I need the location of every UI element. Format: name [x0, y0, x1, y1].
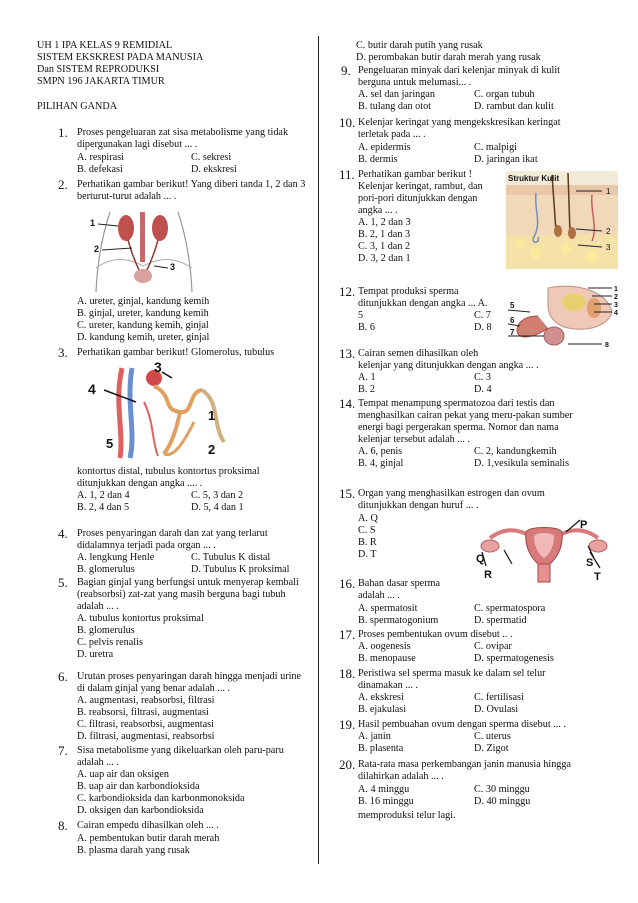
figure-label: 1: [614, 286, 618, 293]
option[interactable]: A. oogenesis: [358, 641, 411, 652]
option[interactable]: A. 6, penis: [358, 446, 403, 457]
trailing-text: memproduksi telur lagi.: [358, 810, 456, 821]
options: [77, 296, 209, 344]
option[interactable]: A. respirasi: [77, 152, 124, 163]
option[interactable]: C. fertilisasi: [474, 692, 524, 703]
option[interactable]: B. defekasi: [77, 164, 123, 175]
option[interactable]: C. pelvis renalis: [77, 637, 143, 648]
option[interactable]: C. 3, 1 dan 2: [358, 241, 411, 252]
question-text: Proses pengeluaran zat sisa metabolisme yang tidak dipergunakan lagi disebut ... .: [77, 127, 289, 150]
option[interactable]: C. sekresi: [191, 152, 232, 163]
option[interactable]: C. uterus: [474, 731, 511, 742]
question-text: Bagian ginjal yang berfungsi untuk menyerap kembali (reabsorbsi) zat-zat yang masih berguna bagi tubuh adalah ... .: [77, 577, 299, 612]
options: [358, 784, 594, 808]
question-number: 2.: [58, 177, 68, 192]
option[interactable]: C. karbondioksida dan karbonmonoksida: [77, 793, 245, 804]
question-text: Perhatikan gambar berikut! Glomerolus, tubulus: [77, 347, 275, 358]
figure-label: 2: [614, 294, 618, 301]
option[interactable]: A. 4 minggu: [358, 784, 410, 795]
option[interactable]: B. glomerulus: [77, 564, 135, 575]
options: [358, 513, 378, 561]
question-8-options-cont: [356, 40, 541, 64]
option[interactable]: B. tulang dan otot: [358, 101, 432, 112]
options: [77, 552, 311, 576]
option[interactable]: D. uretra: [77, 649, 114, 660]
female-reproductive-figure: [476, 516, 612, 584]
option[interactable]: C. spermatospora: [474, 603, 546, 614]
option[interactable]: C. butir darah putih yang rusak: [356, 40, 483, 51]
options: [358, 446, 594, 470]
option[interactable]: D. 5, 4 dan 1: [191, 502, 244, 513]
option[interactable]: D. filtrasi, augmentasi, reabsorbsi: [77, 731, 215, 742]
option[interactable]: A. pembentukan butir darah merah: [77, 833, 220, 844]
options: [358, 731, 594, 755]
option[interactable]: A. uap air dan oksigen: [77, 769, 169, 780]
option[interactable]: 5: [358, 310, 364, 321]
question-number: 12.: [339, 284, 356, 299]
column-divider: [318, 36, 319, 864]
figure-label: 4: [614, 310, 618, 317]
option[interactable]: D. rambut dan kulit: [474, 101, 554, 112]
question-text: Cairan empedu dihasilkan oleh ... .: [77, 820, 219, 831]
figure-label: T: [594, 571, 601, 583]
figure-label: 4: [88, 381, 96, 397]
option[interactable]: A. Q: [358, 513, 378, 524]
option[interactable]: D. spermatogenesis: [474, 653, 554, 664]
nephron-figure: [84, 362, 234, 460]
option[interactable]: D. perombakan butir darah merah yang rusak: [356, 52, 541, 63]
question-text: Organ yang menghasilkan estrogen dan ovum ditunjukkan dengan huruf ... .: [358, 488, 545, 511]
option[interactable]: B. plasenta: [358, 743, 404, 754]
figure-label: 3: [170, 262, 176, 272]
question-number: 15.: [339, 486, 356, 501]
option[interactable]: B. reabsorsi, filtrasi, augmentasi: [77, 707, 209, 718]
option[interactable]: B. menopause: [358, 653, 416, 664]
options: [77, 613, 204, 661]
header-line-2: SISTEM EKSKRESI PADA MANUSIA: [37, 52, 204, 63]
option[interactable]: B. 2, 4 dan 5: [77, 502, 130, 513]
figure-label: 7: [510, 328, 515, 337]
question-text: Sisa metabolisme yang dikeluarkan oleh paru-paru adalah ... .: [77, 745, 284, 768]
options: [77, 490, 311, 514]
option[interactable]: A. tubulus kontortus proksimal: [77, 613, 204, 624]
question-text: Proses penyaringan darah dan zat yang terlarut didalamnya terjadi pada organ ... .: [77, 528, 268, 551]
option[interactable]: D. 1,vesikula seminalis: [474, 458, 570, 469]
question-text: Pengeluaran minyak dari kelenjar minyak di kulit berguna untuk melumasi... .: [358, 65, 560, 88]
options: [77, 769, 245, 817]
options: [77, 833, 219, 857]
option[interactable]: B. 6: [358, 322, 375, 333]
option[interactable]: A. sel dan jaringan: [358, 89, 435, 100]
figure-label: 3: [154, 362, 162, 375]
option[interactable]: C. ureter, kandung kemih, ginjal: [77, 320, 209, 331]
option[interactable]: D. 40 minggu: [474, 796, 531, 807]
question-text: Tempat menampung spermatozoa dari testis dan menghasilkan cairan pekat yang meru-pakan sumber energi bagi pergerakan sperma. Nomor dan nama kelenjar tersebut adalah ... .: [358, 398, 573, 445]
figure-label: 3: [606, 243, 611, 252]
option[interactable]: C. 7: [474, 310, 491, 321]
option[interactable]: D. ekskresi: [191, 164, 237, 175]
option[interactable]: A. 1, 2 dan 4: [77, 490, 130, 501]
option[interactable]: D. jaringan ikat: [474, 154, 538, 165]
option[interactable]: C. organ tubuh: [474, 89, 535, 100]
question-text: Rata-rata masa perkembangan janin manusia hingga dilahirkan adalah ... .: [358, 759, 572, 782]
question-text: Perhatikan gambar berikut! Yang diberi tanda 1, 2 dan 3 berturut-turut adalah ... .: [77, 179, 306, 202]
question-number: 11.: [339, 167, 355, 182]
option[interactable]: B. ginjal, ureter, kandung kemih: [77, 308, 209, 319]
question-text-cont: kontortus distal, tubulus kontortus proksimal ditunjukkan dengan angka .... .: [77, 466, 260, 489]
option[interactable]: A. janin: [358, 731, 391, 742]
options: [358, 692, 594, 716]
question-number: 4.: [58, 526, 68, 541]
figure-label: Q: [476, 553, 485, 565]
figure-label: 6: [510, 316, 515, 325]
section-title: PILIHAN GANDA: [37, 101, 118, 112]
header-line-4: SMPN 196 JAKARTA TIMUR: [37, 76, 165, 87]
option[interactable]: D. kandung kemih, ureter, ginjal: [77, 332, 210, 343]
figure-label: 8: [605, 342, 609, 348]
options: [358, 217, 411, 265]
options: [77, 152, 311, 176]
option[interactable]: C. 3: [474, 372, 491, 383]
options: [77, 695, 215, 743]
urinary-system-figure: [88, 208, 198, 294]
question-text: Cairan semen dihasilkan oleh kelenjar yang ditunjukkan dengan angka ... .: [358, 348, 539, 371]
option[interactable]: B. plasma darah yang rusak: [77, 845, 190, 856]
question-number: 3.: [58, 345, 68, 360]
option[interactable]: A. 1, 2 dan 3: [358, 217, 411, 228]
question-number: 19.: [339, 717, 356, 732]
options: [358, 372, 594, 396]
option[interactable]: B. uap air dan karbondioksida: [77, 781, 200, 792]
option[interactable]: A. spermatosit: [358, 603, 418, 614]
option[interactable]: D. T: [358, 549, 377, 560]
question-number: 9.: [341, 63, 351, 78]
skin-figure-title: Struktur Kulit: [508, 174, 560, 183]
option[interactable]: B. ejakulasi: [358, 704, 407, 715]
header-line-1: UH 1 IPA KELAS 9 REMIDIAL: [37, 40, 173, 51]
option[interactable]: B. spermatogonium: [358, 615, 439, 626]
option[interactable]: D. spermatid: [474, 615, 527, 626]
option[interactable]: D. Tubulus K proksimal: [191, 564, 290, 575]
skin-structure-figure: [506, 171, 618, 269]
option[interactable]: C. ovipar: [474, 641, 512, 652]
option[interactable]: A. ekskresi: [358, 692, 404, 703]
option[interactable]: B. 2, 1 dan 3: [358, 229, 411, 240]
option[interactable]: B. 4, ginjal: [358, 458, 404, 469]
question-number: 14.: [339, 396, 356, 411]
options: [358, 142, 594, 166]
question-number: 5.: [58, 575, 68, 590]
question-text: Tempat produksi sperma ditunjukkan dengan angka ... A.: [358, 286, 488, 309]
question-text: Kelenjar keringat yang mengekskresikan keringat terletak pada ... .: [358, 117, 561, 140]
option[interactable]: C. 2, kandungkemih: [474, 446, 557, 457]
question-text: Urutan proses penyaringan darah hingga menjadi urine di dalam ginjal yang benar adalah ... .: [77, 671, 302, 694]
question-number: 16.: [339, 576, 356, 591]
figure-label: 5: [510, 301, 515, 310]
figure-label: 1: [208, 408, 216, 423]
option[interactable]: B. glomerulus: [77, 625, 135, 636]
question-number: 7.: [58, 743, 68, 758]
question-number: 1.: [58, 125, 68, 140]
options: [358, 603, 594, 627]
figure-label: R: [484, 569, 492, 581]
option[interactable]: A. epidermis: [358, 142, 411, 153]
option[interactable]: B. 2: [358, 384, 375, 395]
option[interactable]: A. 1: [358, 372, 376, 383]
figure-label: 3: [614, 302, 618, 309]
option[interactable]: C. 5, 3 dan 2: [191, 490, 244, 501]
figure-label: 1: [606, 187, 611, 196]
question-number: 6.: [58, 669, 68, 684]
option[interactable]: A. augmentasi, reabsorbsi, filtrasi: [77, 695, 215, 706]
question-text: Hasil pembuahan ovum dengan sperma disebut ... .: [358, 719, 566, 730]
question-text: Peristiwa sel sperma masuk ke dalam sel telur dinamakan ... .: [358, 668, 546, 691]
option[interactable]: C. malpigi: [474, 142, 518, 153]
figure-label: P: [580, 519, 588, 531]
option[interactable]: B. R: [358, 537, 377, 548]
option[interactable]: B. dermis: [358, 154, 398, 165]
question-text: Bahan dasar sperma adalah ... .: [358, 578, 441, 601]
question-text: Perhatikan gambar berikut ! Kelenjar keringat, rambut, dan pori-pori ditunjukkan dengan angka ... .: [358, 169, 483, 216]
question-number: 8.: [58, 818, 68, 833]
option[interactable]: C. 30 minggu: [474, 784, 530, 795]
figure-label: 1: [90, 218, 96, 228]
option[interactable]: D. 3, 2 dan 1: [358, 253, 411, 264]
option[interactable]: D. 4: [474, 384, 492, 395]
question-text: Proses pembentukan ovum disebut .. .: [358, 629, 513, 640]
option[interactable]: D. Zigot: [474, 743, 509, 754]
option[interactable]: D. 8: [474, 322, 492, 333]
option[interactable]: D. Ovulasi: [474, 704, 519, 715]
option[interactable]: A. ureter, ginjal, kandung kemih: [77, 296, 210, 307]
figure-label: 2: [94, 244, 100, 254]
option[interactable]: C. filtrasi, reabsorbsi, augmentasi: [77, 719, 214, 730]
figure-label: 5: [106, 436, 114, 451]
question-number: 18.: [339, 666, 356, 681]
option[interactable]: B. 16 minggu: [358, 796, 414, 807]
option[interactable]: C. S: [358, 525, 376, 536]
option[interactable]: A. lengkung Henle: [77, 552, 155, 563]
question-number: 20.: [339, 757, 356, 772]
options: [358, 641, 594, 665]
question-number: 17.: [339, 627, 356, 642]
option[interactable]: D. oksigen dan karbondioksida: [77, 805, 204, 816]
header-line-3: Dan SISTEM REPRODUKSI: [37, 64, 160, 75]
figure-label: 2: [606, 227, 611, 236]
question-number: 10.: [339, 115, 356, 130]
options: [358, 89, 594, 113]
option[interactable]: C. Tubulus K distal: [191, 552, 271, 563]
male-reproductive-figure: [508, 282, 620, 348]
question-number: 13.: [339, 346, 356, 361]
figure-label: S: [586, 557, 594, 569]
figure-label: 2: [208, 442, 216, 457]
